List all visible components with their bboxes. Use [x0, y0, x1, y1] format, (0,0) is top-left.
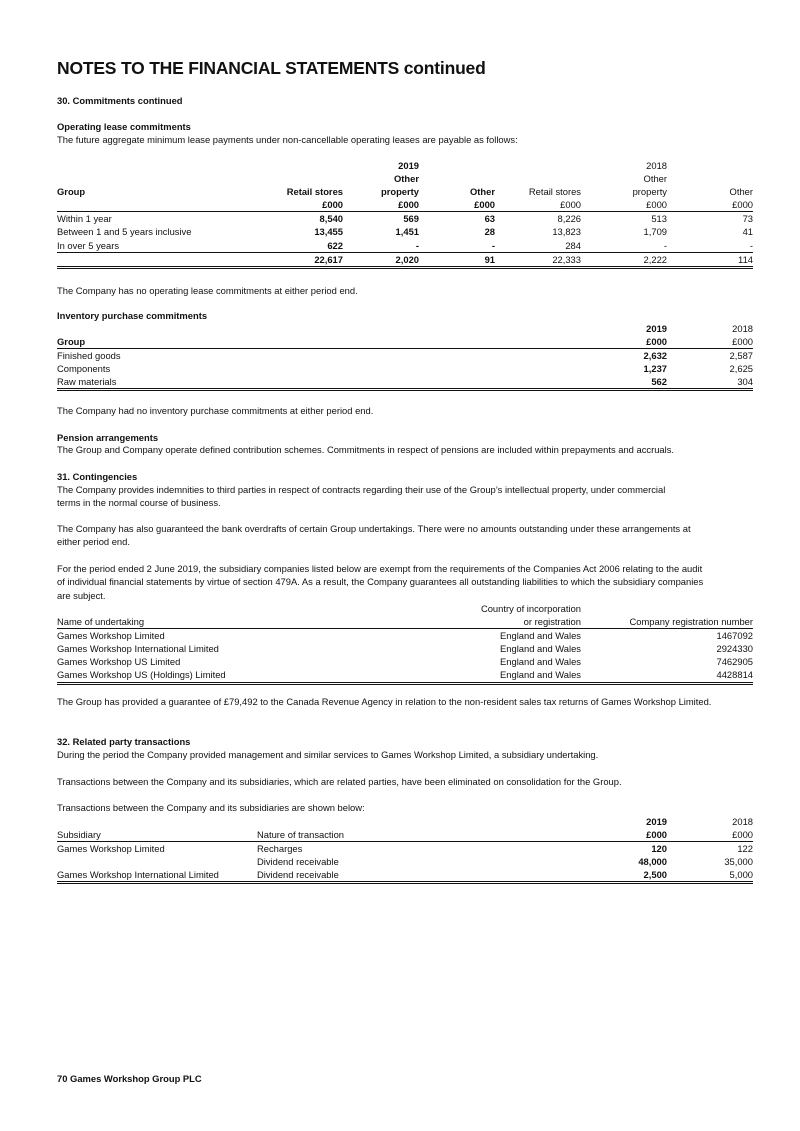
operating-lease-intro: The future aggregate minimum lease payments under non-cancellable operating leases are payable as follows:	[57, 134, 518, 145]
cell: 8,540	[319, 213, 343, 225]
cell: 2,500	[643, 869, 667, 881]
table-row	[57, 239, 753, 253]
inventory-table	[57, 322, 753, 391]
year-2018-header: 2018	[732, 323, 753, 334]
related-party-table	[57, 815, 753, 884]
country-header: Country of incorporation	[480, 603, 581, 614]
unit-header: £000	[646, 829, 667, 841]
cell: 1,237	[643, 363, 667, 375]
paragraph-line: The Company provides indemnities to third parties in respect of contracts regarding their use of the Group’s intellectual property, under commercial	[57, 484, 666, 495]
pension-heading: Pension arrangements	[57, 432, 159, 443]
row-label: Within 1 year	[57, 213, 112, 225]
cell: 2924330	[716, 643, 753, 655]
total-row	[57, 252, 753, 267]
table-row	[57, 375, 753, 390]
cell: 2,632	[643, 350, 667, 362]
cell: -	[415, 239, 419, 251]
cell: 35,000	[724, 856, 753, 868]
page-footer: 70 Games Workshop Group PLC	[57, 1073, 202, 1084]
cell: 622	[327, 239, 343, 251]
cell: 2,625	[729, 363, 753, 375]
table-row	[57, 868, 753, 883]
cell: 122	[737, 843, 753, 855]
row-label: Finished goods	[57, 350, 121, 362]
total-cell: 22,617	[314, 253, 343, 265]
table-row	[57, 855, 753, 868]
guarantee-text: The Group has provided a guarantee of £79,492 to the Canada Revenue Agency in relation to the non-resident sales tax returns of Games Workshop Limited.	[57, 696, 712, 707]
cell: Games Workshop US Limited	[57, 656, 181, 668]
table-row	[57, 668, 753, 683]
related-party-paragraph-1: During the period the Company provided management and similar services to Games Workshop Limited, a subsidiary undertaking.	[57, 749, 599, 760]
year-2019-header: 2019	[398, 160, 419, 171]
unit-header: £000	[732, 829, 753, 841]
cell: England and Wales	[500, 656, 581, 668]
inventory-note: The Company had no inventory purchase commitments at either period end.	[57, 405, 374, 416]
cell: 1,451	[395, 226, 419, 238]
cell: 120	[651, 843, 667, 855]
undertakings-table	[57, 602, 753, 685]
contingencies-paragraph-2	[57, 522, 691, 549]
cell: 63	[484, 213, 495, 225]
cell: Games Workshop International Limited	[57, 643, 219, 655]
operating-lease-heading: Operating lease commitments	[57, 121, 191, 132]
retail-stores-header-2019: Retail stores	[286, 186, 343, 198]
cell: 284	[565, 239, 581, 251]
unit-header: £000	[646, 199, 667, 211]
table-row	[57, 362, 753, 375]
property-header-2018: property	[632, 186, 667, 198]
cell: 28	[484, 226, 495, 238]
regno-header: Company registration number	[629, 616, 753, 628]
cell: -	[749, 239, 753, 251]
cell	[57, 855, 257, 868]
group-header: Group	[57, 336, 86, 348]
property-header-2019: property	[380, 186, 419, 198]
cell: 1,709	[643, 226, 667, 238]
unit-header: £000	[474, 199, 495, 211]
section-31-heading: 31. Contingencies	[57, 471, 138, 482]
country-header-2: or registration	[523, 616, 581, 628]
cell: England and Wales	[500, 643, 581, 655]
year-2018-header: 2018	[732, 816, 753, 827]
total-cell: 22,333	[552, 253, 581, 265]
row-label: Components	[57, 363, 111, 375]
cell: 513	[651, 213, 667, 225]
cell: England and Wales	[500, 630, 581, 642]
year-2018-header: 2018	[646, 160, 667, 171]
total-cell: 2,020	[395, 253, 419, 265]
cell: 8,226	[557, 213, 581, 225]
cell: 2,587	[729, 350, 753, 362]
unit-header: £000	[560, 199, 581, 211]
cell: 562	[651, 376, 667, 388]
cell: -	[663, 239, 667, 251]
unit-header: £000	[322, 199, 343, 211]
inventory-heading: Inventory purchase commitments	[57, 310, 208, 321]
table-row	[57, 629, 753, 643]
retail-stores-header-2018: Retail stores	[528, 186, 581, 198]
unit-header: £000	[732, 199, 753, 211]
cell: 1467092	[716, 630, 753, 642]
cell: England and Wales	[500, 669, 581, 681]
pension-text: The Group and Company operate defined contribution schemes. Commitments in respect of pensions are included within prepayments and accruals.	[57, 444, 674, 455]
group-header: Group	[57, 186, 86, 198]
name-header: Name of undertaking	[57, 616, 145, 628]
nature-header: Nature of transaction	[257, 829, 345, 841]
cell: 569	[403, 213, 419, 225]
operating-lease-note: The Company has no operating lease commitments at either period end.	[57, 285, 358, 296]
cell: 48,000	[638, 856, 667, 868]
table-row	[57, 642, 753, 655]
contingencies-paragraph-3	[57, 562, 703, 602]
cell: Dividend receivable	[257, 856, 339, 868]
year-2019-header: 2019	[646, 323, 667, 334]
row-label: Raw materials	[57, 376, 117, 388]
other-header-2019: Other	[393, 173, 419, 185]
subsidiary-header: Subsidiary	[57, 829, 101, 841]
unit-header: £000	[646, 336, 667, 348]
section-32-heading: 32. Related party transactions	[57, 736, 191, 747]
unit-header: £000	[398, 199, 419, 211]
cell: 304	[737, 376, 753, 388]
table-row	[57, 212, 753, 226]
paragraph-line: For the period ended 2 June 2019, the subsidiary companies listed below are exempt from the requirements of the Companies Act 2006 relating to the audit	[57, 563, 703, 574]
year-2019-header: 2019	[646, 816, 667, 827]
cell: Recharges	[257, 843, 303, 855]
table-row	[57, 349, 753, 363]
unit-header: £000	[732, 336, 753, 348]
cell: Games Workshop US (Holdings) Limited	[57, 669, 226, 681]
table-row	[57, 655, 753, 668]
contingencies-paragraph-1	[57, 483, 665, 510]
cell: 4428814	[716, 669, 753, 681]
table-row	[57, 842, 753, 856]
related-party-paragraph-2: Transactions between the Company and its subsidiaries, which are related parties, have been eliminated on consolidation for the Group.	[57, 776, 622, 787]
row-label: Between 1 and 5 years inclusive	[57, 226, 192, 238]
table-row	[57, 225, 753, 238]
row-label: In over 5 years	[57, 239, 120, 251]
paragraph-line: either period end.	[57, 536, 130, 548]
cell: 7462905	[716, 656, 753, 668]
paragraph-line: are subject.	[57, 589, 106, 601]
cell: 41	[742, 226, 753, 238]
cell: Games Workshop Limited	[57, 843, 165, 855]
cell: 13,823	[552, 226, 581, 238]
section-30-heading: 30. Commitments continued	[57, 95, 183, 106]
cell: 5,000	[729, 869, 753, 881]
total-cell: 2,222	[643, 253, 667, 265]
cell: Games Workshop Limited	[57, 630, 165, 642]
paragraph-line: The Company has also guaranteed the bank overdrafts of certain Group undertakings. There were no amounts outstanding under these arrangements at	[57, 523, 691, 534]
paragraph-line: of individual financial statements by virtue of section 479A. As a result, the Company guarantees all outstanding liabilities to which the subsidiary companies	[57, 576, 704, 588]
cell: Games Workshop International Limited	[57, 869, 219, 881]
other-col-header-2019: Other	[469, 186, 495, 198]
total-cell: 91	[484, 253, 495, 265]
paragraph-line: terms in the normal course of business.	[57, 497, 221, 509]
operating-lease-table	[57, 159, 753, 269]
cell: 13,455	[314, 226, 343, 238]
other-header-2018: Other	[643, 173, 667, 185]
related-party-paragraph-3: Transactions between the Company and its subsidiaries are shown below:	[57, 802, 365, 813]
page-title: NOTES TO THE FINANCIAL STATEMENTS continued	[57, 58, 486, 78]
cell: -	[491, 239, 495, 251]
cell: 73	[742, 213, 753, 225]
cell: Dividend receivable	[257, 869, 339, 881]
other-col-header-2018: Other	[729, 186, 753, 198]
total-cell: 114	[738, 253, 753, 265]
